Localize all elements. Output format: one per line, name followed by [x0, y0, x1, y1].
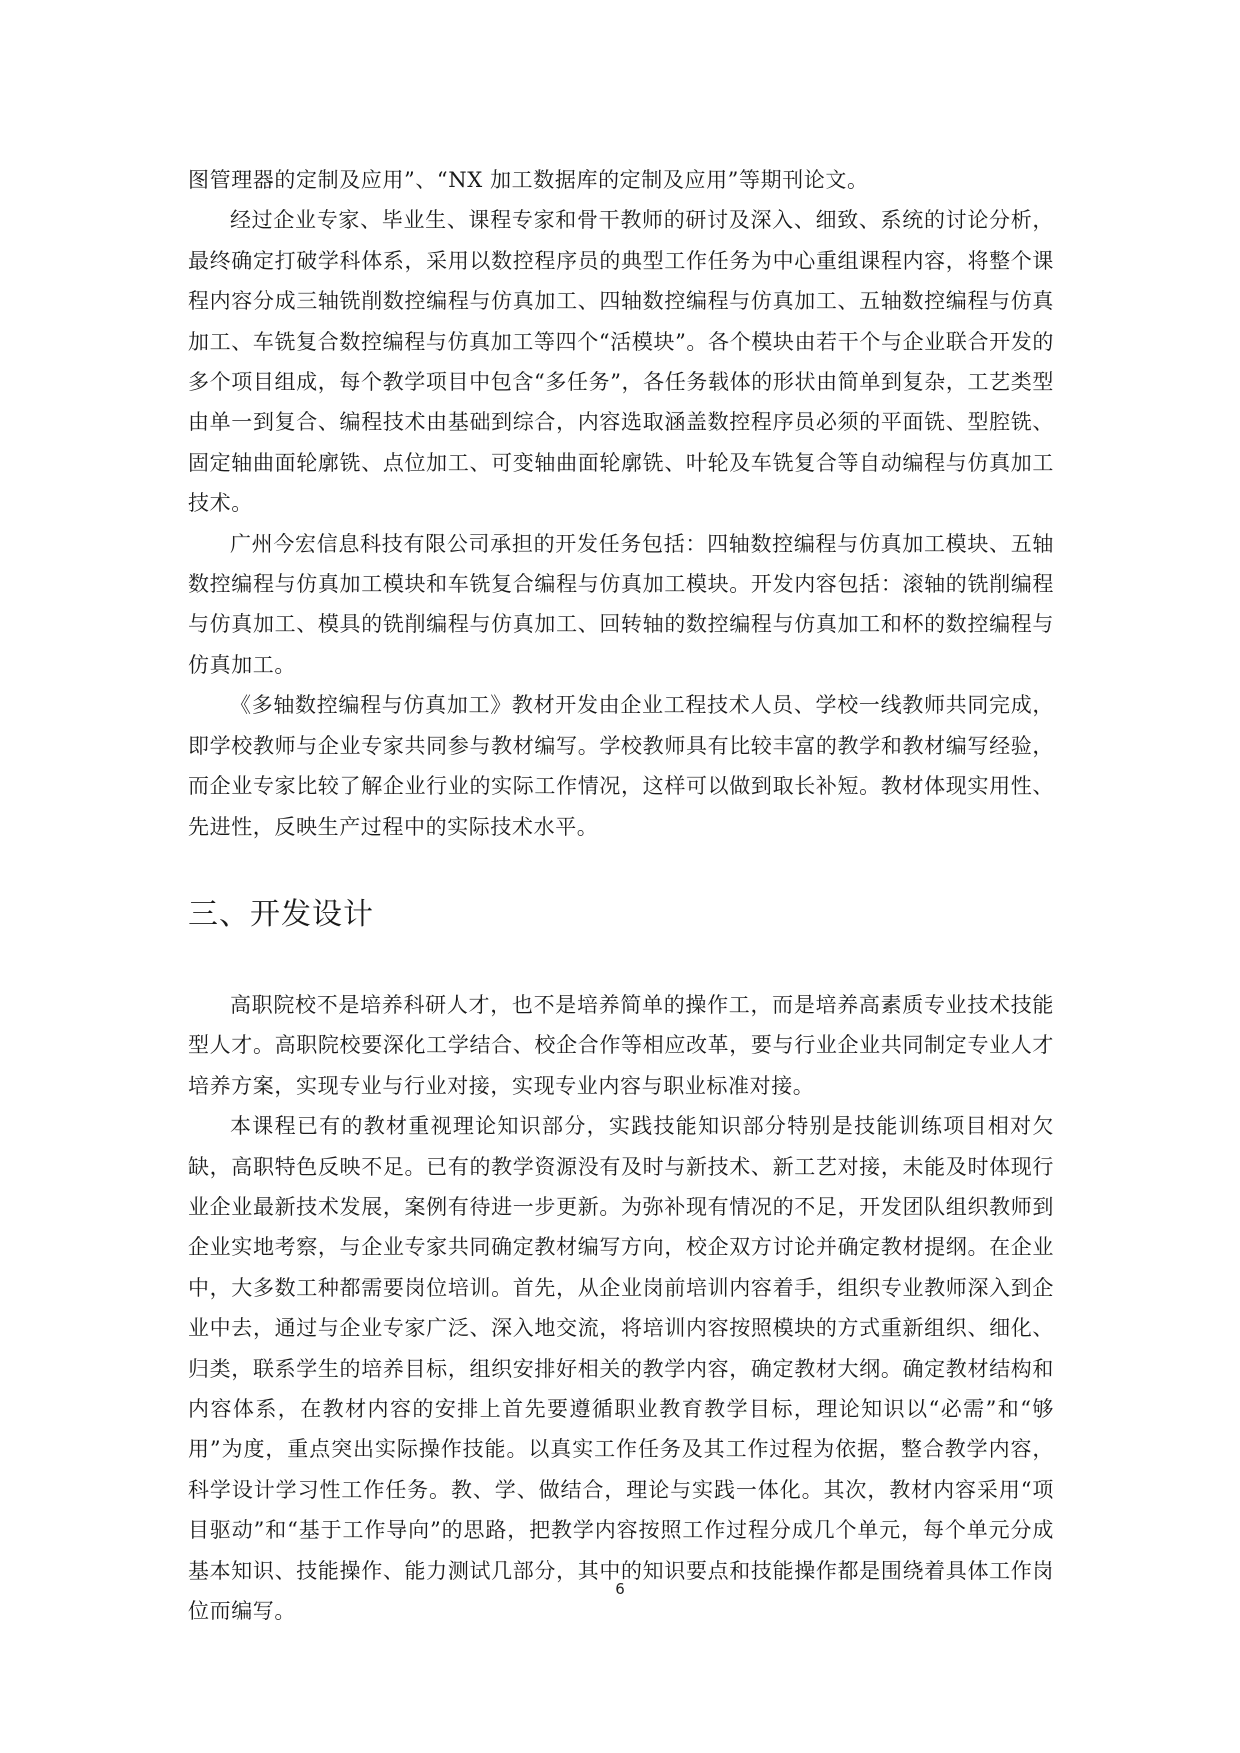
paragraph-design-approach: 本课程已有的教材重视理论知识部分，实践技能知识部分特别是技能训练项目相对欠缺，高职特色反映不足。已有的教学资源没有及时与新技术、新工艺对接，未能及时体现行业企业最新技术发展，案例有待进一步更新。为弥补现有情况的不足，开发团队组织教师到企业实地考察，与企业专家共同确定教材编写方向，校企双方讨论并确定教材提纲。在企业中，大多数工种都需要岗位培训。首先，从企业岗前培训内容着手，组织专业教师深入到企业中去，通过与企业专家广泛、深入地交流，将培训内容按照模块的方式重新组织、细化、归类，联系学生的培养目标，组织安排好相关的教学内容，确定教材大纲。确定教材结构和内容体系，在教材内容的安排上首先要遵循职业教育教学目标，理论知识以“必需”和“够用”为度，重点突出实际操作技能。以真实工作任务及其工作过程为依据，整合教学内容，科学设计学习性工作任务。教、学、做结合，理论与实践一体化。其次，教材内容采用“项目驱动”和“基于工作导向”的思路，把教学内容按照工作过程分成几个单元，每个单元分成基本知识、技能操作、能力测试几部分，其中的知识要点和技能操作都是围绕着具体工作岗位而编写。: [188, 1114, 1054, 1623]
paragraph-vocational-goals: 高职院校不是培养科研人才，也不是培养简单的操作工，而是培养高素质专业技术技能型人才。高职院校要深化工学结合、校企合作等相应改革，要与行业企业共同制定专业人才培养方案，实现专业与行业对接，实现专业内容与职业标准对接。: [188, 992, 1054, 1098]
paragraph-company-tasks: 广州今宏信息科技有限公司承担的开发任务包括：四轴数控编程与仿真加工模块、五轴数控编程与仿真加工模块和车铣复合编程与仿真加工模块。开发内容包括：滚轴的铣削编程与仿真加工、模具的铣削编程与仿真加工、回转轴的数控编程与仿真加工和杯的数控编程与仿真加工。: [188, 531, 1054, 677]
page-body: [188, 160, 1054, 1631]
page-number: 6: [615, 1580, 625, 1598]
paragraph-continuation: 图管理器的定制及应用”、“NX 加工数据库的定制及应用”等期刊论文。: [188, 168, 869, 192]
paragraph-textbook-development: 《多轴数控编程与仿真加工》教材开发由企业工程技术人员、学校一线教师共同完成，即学校教师与企业专家共同参与教材编写。学校教师具有比较丰富的教学和教材编写经验，而企业专家比较了解企业行业的实际工作情况，这样可以做到取长补短。教材体现实用性、先进性，反映生产过程中的实际技术水平。: [188, 693, 1054, 839]
section-heading: 三、开发设计: [188, 896, 374, 932]
paragraph-course-restructure: 经过企业专家、毕业生、课程专家和骨干教师的研讨及深入、细致、系统的讨论分析，最终确定打破学科体系，采用以数控程序员的典型工作任务为中心重组课程内容，将整个课程内容分成三轴铣削数控编程与仿真加工、四轴数控编程与仿真加工、五轴数控编程与仿真加工、车铣复合数控编程与仿真加工等四个“活模块”。各个模块由若干个与企业联合开发的多个项目组成，每个教学项目中包含“多任务”，各任务载体的形状由简单到复杂，工艺类型由单一到复合、编程技术由基础到综合，内容选取涵盖数控程序员必须的平面铣、型腔铣、固定轴曲面轮廓铣、点位加工、可变轴曲面轮廓铣、叶轮及车铣复合等自动编程与仿真加工技术。: [188, 208, 1054, 516]
